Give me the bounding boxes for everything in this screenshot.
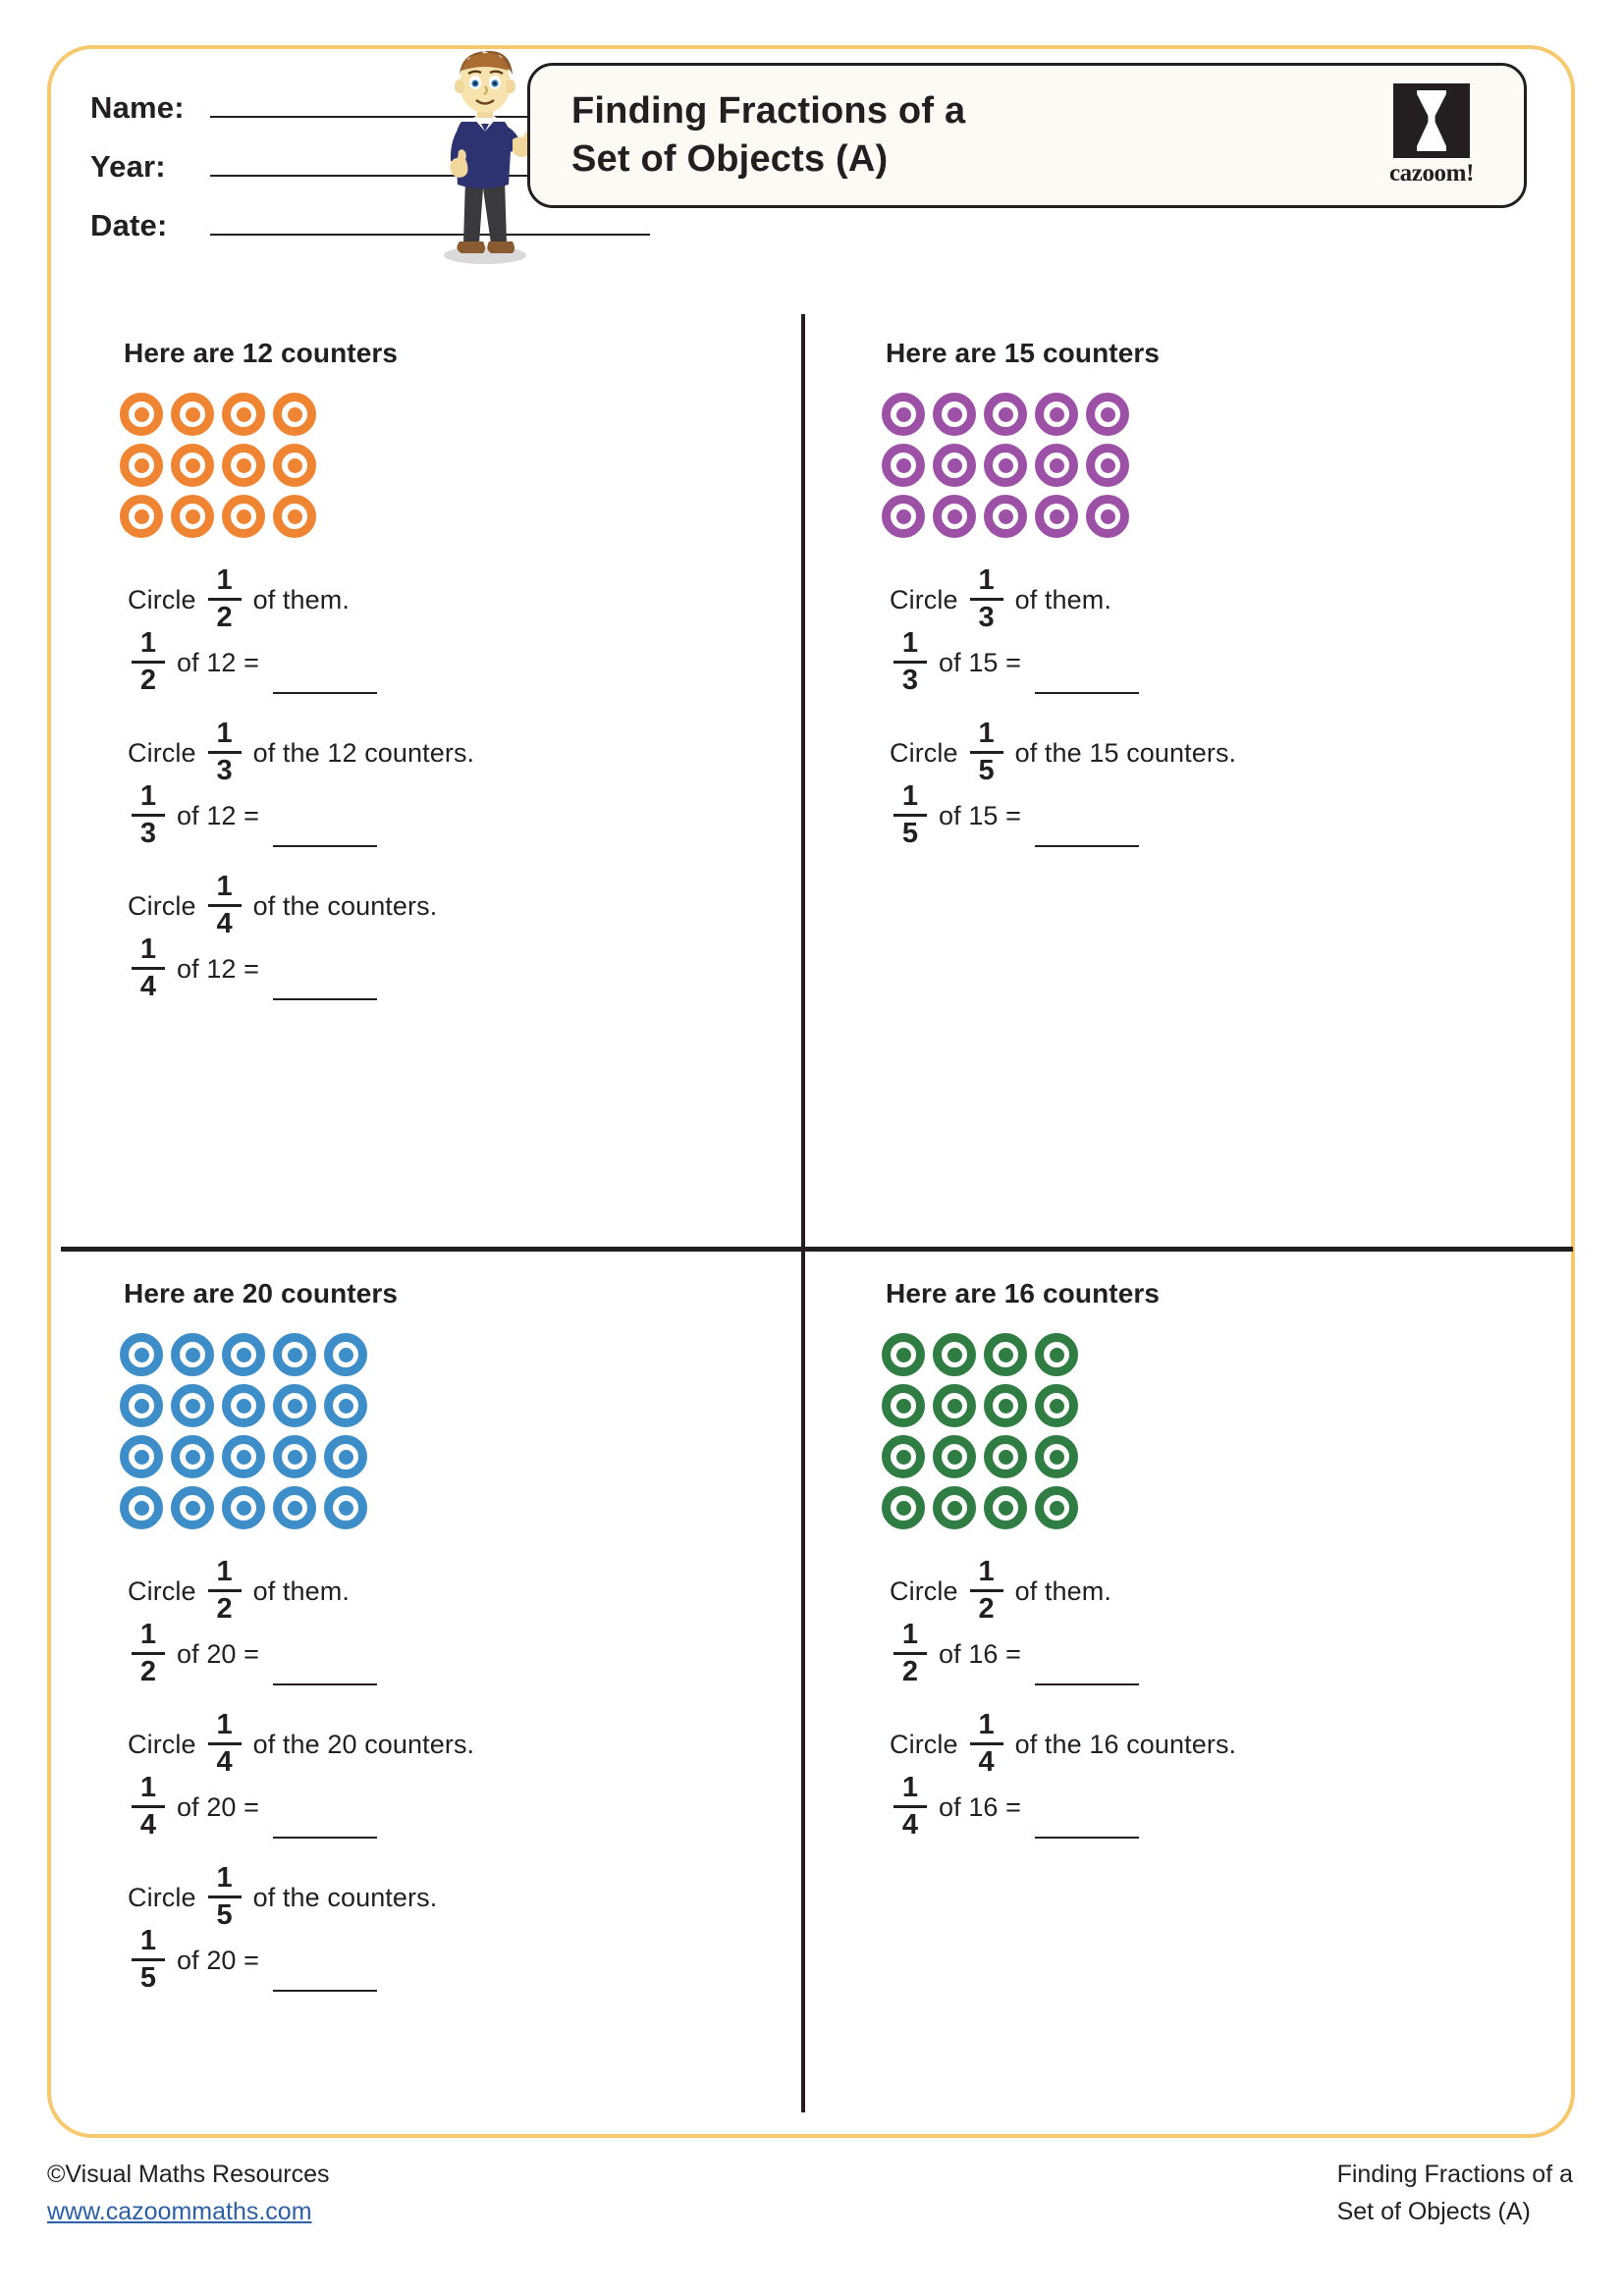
counters-heading: Here are 16 counters	[886, 1278, 1161, 1308]
fraction	[970, 1557, 1003, 1623]
fraction-bar	[893, 814, 927, 817]
question-prompt-after: of the 15 counters.	[1014, 737, 1237, 768]
fraction-bar	[970, 751, 1003, 754]
counter[interactable]	[933, 1435, 976, 1478]
vertical-divider	[801, 314, 805, 2112]
counter[interactable]	[882, 1333, 925, 1376]
answer-fraction-denominator: 5	[901, 817, 919, 849]
question-answer-line	[120, 934, 801, 1002]
counter[interactable]	[933, 1333, 976, 1376]
answer-expression: of 12 =	[177, 953, 260, 984]
fraction-denominator: 4	[216, 1745, 233, 1778]
fraction-denominator: 5	[978, 754, 995, 786]
counter[interactable]	[273, 1486, 316, 1529]
counter[interactable]	[222, 1333, 265, 1376]
counter[interactable]	[171, 1384, 214, 1427]
answer-fraction-numerator: 1	[901, 1772, 919, 1804]
counter[interactable]	[120, 1486, 163, 1529]
counters-heading: Here are 15 counters	[886, 338, 1161, 368]
date-field-row	[90, 208, 650, 267]
fraction	[893, 781, 927, 847]
fraction-denominator: 3	[978, 601, 995, 633]
year-field-label: Year:	[90, 149, 166, 184]
fraction-numerator: 1	[216, 871, 233, 903]
fraction-denominator: 3	[216, 754, 233, 786]
question-prompt-before: Circle	[128, 890, 196, 921]
question-prompt-after: of the counters.	[252, 890, 438, 921]
counters-grid	[120, 1333, 801, 1529]
counter[interactable]	[1035, 444, 1078, 487]
question-prompt-after: of the 16 counters.	[1014, 1729, 1237, 1759]
counter[interactable]	[1086, 495, 1129, 538]
question-prompt-after: of them.	[252, 1575, 350, 1606]
counter[interactable]	[882, 1384, 925, 1427]
fraction	[970, 565, 1003, 631]
cazoom-logo	[1369, 83, 1494, 187]
counter[interactable]	[222, 495, 265, 538]
answer-blank-input[interactable]	[273, 1654, 377, 1685]
question-prompt	[890, 718, 1563, 786]
question-prompt-after: of them.	[1014, 584, 1111, 614]
fraction-denominator: 2	[216, 601, 233, 633]
question-item	[837, 564, 1563, 696]
fraction	[132, 628, 165, 694]
counter[interactable]	[120, 393, 163, 436]
footer-doc-title-line2: Set of Objects (A)	[1336, 2198, 1531, 2225]
question-answer-line	[882, 1772, 1563, 1841]
fraction-bar	[893, 1805, 927, 1808]
page-title	[530, 87, 1369, 183]
question-item	[837, 1556, 1563, 1687]
fraction-denominator: 2	[978, 1592, 995, 1625]
counter[interactable]	[984, 1333, 1027, 1376]
footer-doc-title	[1337, 2156, 1573, 2230]
question-block-3	[75, 1255, 801, 1994]
question-prompt-before: Circle	[128, 1882, 196, 1912]
counter[interactable]	[222, 444, 265, 487]
footer-website-link[interactable]: www.cazoommaths.com	[47, 2198, 312, 2225]
answer-fraction-numerator: 1	[139, 1925, 157, 1957]
counters-grid	[120, 393, 801, 538]
answer-blank-input[interactable]	[273, 816, 377, 847]
counter[interactable]	[1035, 1486, 1078, 1529]
question-answer-line	[120, 627, 801, 696]
question-prompt	[128, 871, 801, 939]
answer-expression: of 12 =	[177, 800, 260, 830]
counter[interactable]	[171, 444, 214, 487]
counter[interactable]	[324, 1435, 367, 1478]
fraction-bar	[208, 751, 242, 754]
question-prompt-after: of them.	[1014, 1575, 1111, 1606]
page-title-line1: Finding Fractions of a	[571, 90, 966, 133]
counter[interactable]	[882, 1486, 925, 1529]
question-prompt	[128, 1709, 801, 1778]
counter[interactable]	[120, 495, 163, 538]
answer-fraction-numerator: 1	[139, 627, 157, 660]
question-answer-line	[120, 780, 801, 849]
counter[interactable]	[120, 1384, 163, 1427]
answer-blank-input[interactable]	[1035, 816, 1139, 847]
question-prompt-after: of them.	[252, 584, 350, 614]
counter[interactable]	[324, 1333, 367, 1376]
page-title-line2: Set of Objects (A)	[571, 138, 889, 180]
question-item	[837, 718, 1563, 849]
answer-expression: of 20 =	[177, 1945, 260, 1975]
counter[interactable]	[171, 1486, 214, 1529]
answer-fraction-denominator: 2	[139, 664, 157, 696]
question-prompt-before: Circle	[890, 1575, 958, 1606]
counter[interactable]	[222, 1384, 265, 1427]
answer-fraction-numerator: 1	[139, 780, 157, 813]
answer-expression: of 15 =	[939, 800, 1022, 830]
answer-fraction-numerator: 1	[139, 1619, 157, 1651]
counter[interactable]	[171, 1333, 214, 1376]
fraction-numerator: 1	[978, 1556, 995, 1588]
fraction-bar	[132, 967, 165, 970]
fraction	[208, 565, 242, 631]
date-field-label: Date:	[90, 208, 168, 242]
question-item	[75, 1556, 801, 1687]
question-prompt	[128, 1862, 801, 1931]
footer-copyright: ©Visual Maths Resources	[47, 2161, 330, 2188]
question-prompt-before: Circle	[128, 584, 196, 614]
counter[interactable]	[984, 393, 1027, 436]
counter[interactable]	[1035, 495, 1078, 538]
question-item	[75, 718, 801, 849]
fraction-denominator: 5	[216, 1898, 233, 1931]
counter[interactable]	[1086, 444, 1129, 487]
fraction-bar	[132, 1958, 165, 1961]
question-item	[75, 564, 801, 696]
answer-expression: of 12 =	[177, 647, 260, 677]
counter[interactable]	[882, 1435, 925, 1478]
question-prompt	[128, 564, 801, 633]
question-prompt-before: Circle	[128, 737, 196, 768]
fraction	[132, 781, 165, 847]
fraction-numerator: 1	[978, 718, 995, 750]
question-prompt-after: of the counters.	[252, 1882, 438, 1912]
counter[interactable]	[984, 444, 1027, 487]
question-block-1	[75, 314, 801, 1002]
counter[interactable]	[171, 495, 214, 538]
fraction-bar	[132, 1652, 165, 1655]
question-prompt	[890, 1709, 1563, 1778]
cazoom-logo-text: cazoom!	[1388, 160, 1475, 187]
footer-doc-title-line1: Finding Fractions of a	[1336, 2161, 1573, 2188]
counter[interactable]	[1035, 1384, 1078, 1427]
fraction	[970, 719, 1003, 784]
counter[interactable]	[273, 1435, 316, 1478]
question-prompt	[128, 1556, 801, 1625]
answer-fraction-numerator: 1	[901, 780, 919, 813]
questions-grid	[51, 314, 1579, 2142]
fraction-bar	[893, 661, 927, 664]
fraction	[132, 1926, 165, 1992]
counter[interactable]	[882, 444, 925, 487]
fraction-numerator: 1	[216, 1709, 233, 1741]
answer-fraction-denominator: 5	[139, 1961, 157, 1994]
question-prompt-after: of the 12 counters.	[252, 737, 475, 768]
question-item	[75, 871, 801, 1002]
question-item	[837, 1709, 1563, 1841]
worksheet-page-frame	[47, 45, 1575, 2138]
fraction-denominator: 4	[216, 907, 233, 939]
question-prompt-before: Circle	[890, 737, 958, 768]
counter[interactable]	[273, 393, 316, 436]
question-block-2	[837, 314, 1563, 849]
answer-fraction-denominator: 4	[901, 1808, 919, 1841]
fraction	[208, 1557, 242, 1623]
fraction	[893, 1620, 927, 1685]
fraction-bar	[208, 1896, 242, 1898]
fraction	[970, 1710, 1003, 1776]
fraction-bar	[970, 1589, 1003, 1592]
answer-blank-input[interactable]	[273, 969, 377, 1000]
question-item	[75, 1709, 801, 1841]
counter[interactable]	[273, 495, 316, 538]
counters-heading: Here are 20 counters	[124, 1278, 399, 1308]
fraction-bar	[208, 1589, 242, 1592]
question-prompt	[128, 718, 801, 786]
counter[interactable]	[933, 1486, 976, 1529]
question-prompt-before: Circle	[890, 1729, 958, 1759]
counter[interactable]	[1035, 1333, 1078, 1376]
question-prompt-before: Circle	[128, 1575, 196, 1606]
answer-expression: of 16 =	[939, 1638, 1022, 1669]
answer-expression: of 16 =	[939, 1791, 1022, 1822]
counter[interactable]	[933, 1384, 976, 1427]
counters-grid	[882, 1333, 1563, 1529]
fraction	[132, 1773, 165, 1839]
answer-fraction-denominator: 2	[901, 1655, 919, 1687]
counter[interactable]	[933, 393, 976, 436]
fraction-bar	[970, 598, 1003, 601]
counter[interactable]	[273, 1384, 316, 1427]
fraction-numerator: 1	[216, 1556, 233, 1588]
fraction-denominator: 2	[216, 1592, 233, 1625]
counter[interactable]	[984, 1486, 1027, 1529]
counter[interactable]	[984, 1435, 1027, 1478]
name-field-label: Name:	[90, 90, 185, 125]
counter[interactable]	[1086, 393, 1129, 436]
question-prompt-before: Circle	[890, 584, 958, 614]
worksheet-header	[51, 49, 1579, 314]
fraction-numerator: 1	[978, 564, 995, 597]
answer-fraction-numerator: 1	[901, 627, 919, 660]
counter[interactable]	[882, 495, 925, 538]
counters-heading: Here are 12 counters	[124, 338, 399, 368]
cazoom-hourglass-icon	[1393, 83, 1470, 158]
footer-credit	[47, 2156, 330, 2230]
fraction-numerator: 1	[216, 1862, 233, 1895]
question-prompt	[890, 1556, 1563, 1625]
fraction-bar	[132, 1805, 165, 1808]
fraction	[208, 1710, 242, 1776]
answer-fraction-numerator: 1	[139, 1772, 157, 1804]
question-prompt-before: Circle	[128, 1729, 196, 1759]
fraction-bar	[208, 598, 242, 601]
answer-fraction-denominator: 4	[139, 970, 157, 1002]
question-answer-line	[120, 1772, 801, 1841]
fraction-numerator: 1	[216, 564, 233, 597]
counter[interactable]	[222, 1435, 265, 1478]
fraction-bar	[208, 1742, 242, 1745]
counter[interactable]	[171, 393, 214, 436]
counters-grid	[882, 393, 1563, 538]
counter[interactable]	[222, 1486, 265, 1529]
answer-blank-input[interactable]	[1035, 1807, 1139, 1839]
answer-blank-input[interactable]	[1035, 663, 1139, 694]
counter[interactable]	[1035, 1435, 1078, 1478]
question-prompt	[890, 564, 1563, 633]
fraction-bar	[970, 1742, 1003, 1745]
fraction	[208, 719, 242, 784]
fraction-numerator: 1	[978, 1709, 995, 1741]
counter[interactable]	[120, 1333, 163, 1376]
counter[interactable]	[120, 1435, 163, 1478]
counter[interactable]	[1035, 393, 1078, 436]
answer-blank-input[interactable]	[273, 1960, 377, 1992]
question-answer-line	[120, 1925, 801, 1994]
counter[interactable]	[324, 1384, 367, 1427]
fraction	[893, 1773, 927, 1839]
counter[interactable]	[273, 1333, 316, 1376]
answer-expression: of 15 =	[939, 647, 1022, 677]
fraction-bar	[132, 661, 165, 664]
answer-fraction-numerator: 1	[139, 934, 157, 966]
question-prompt-after: of the 20 counters.	[252, 1729, 475, 1759]
worksheet-title-plate	[527, 63, 1527, 208]
fraction-bar	[893, 1652, 927, 1655]
counter[interactable]	[984, 1384, 1027, 1427]
fraction-bar	[208, 904, 242, 907]
answer-fraction-denominator: 3	[139, 817, 157, 849]
fraction-bar	[132, 814, 165, 817]
question-block-4	[837, 1255, 1563, 1841]
counter[interactable]	[882, 393, 925, 436]
counter[interactable]	[171, 1435, 214, 1478]
answer-blank-input[interactable]	[273, 1807, 377, 1839]
fraction	[208, 872, 242, 937]
counter[interactable]	[324, 1486, 367, 1529]
answer-blank-input[interactable]	[273, 663, 377, 694]
fraction-numerator: 1	[216, 718, 233, 750]
horizontal-divider	[61, 1247, 1573, 1252]
answer-fraction-numerator: 1	[901, 1619, 919, 1651]
counter[interactable]	[222, 393, 265, 436]
answer-fraction-denominator: 4	[139, 1808, 157, 1841]
fraction-denominator: 4	[978, 1745, 995, 1778]
worksheet-footer	[47, 2156, 1575, 2264]
counter[interactable]	[984, 495, 1027, 538]
fraction	[893, 628, 927, 694]
counter[interactable]	[933, 444, 976, 487]
counter[interactable]	[120, 444, 163, 487]
question-answer-line	[882, 780, 1563, 849]
counter[interactable]	[933, 495, 976, 538]
answer-expression: of 20 =	[177, 1638, 260, 1669]
answer-fraction-denominator: 3	[901, 664, 919, 696]
fraction	[208, 1863, 242, 1929]
answer-blank-input[interactable]	[1035, 1654, 1139, 1685]
question-item	[75, 1862, 801, 1994]
fraction	[132, 934, 165, 1000]
answer-expression: of 20 =	[177, 1791, 260, 1822]
counter[interactable]	[273, 444, 316, 487]
question-answer-line	[882, 1619, 1563, 1687]
question-answer-line	[882, 627, 1563, 696]
question-answer-line	[120, 1619, 801, 1687]
answer-fraction-denominator: 2	[139, 1655, 157, 1687]
fraction	[132, 1620, 165, 1685]
